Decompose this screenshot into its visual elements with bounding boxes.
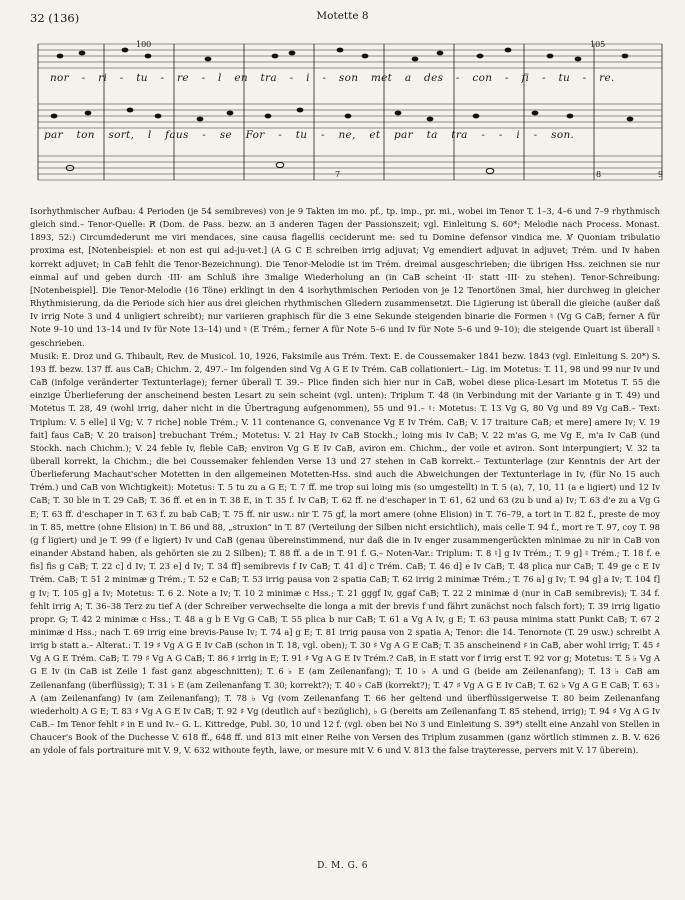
staff-upper (38, 44, 662, 68)
footer-signature: D. M. G. 6 (317, 861, 368, 871)
measure-number-9: 9 (658, 170, 664, 179)
measure-number-105: 105 (590, 40, 606, 49)
lyric-upper: nor - ri - tu - re - l en tra - i - son met a des - con - fi - tu - re. (50, 72, 615, 84)
music-score (30, 34, 670, 184)
staff-lower (38, 156, 662, 180)
measure-number-7: 7 (335, 170, 341, 179)
paragraph-structure: Isorhythmischer Aufbau: 4 Perioden (je 54 semibreves) von je 9 Takten im mo. pf., tp. imp., pr. mi., wobei im Tenor T. 1–3, 4–6 und 7–9 rhythmisch gleich sind.– Tenor-Quelle: R̸ (Dom. de Pass. bezw. an 3 anderen Tagen der Passionszeit; vgl. Einleitung S. 60*; Melodie nach Process. Monast. 1893, 52:) Circumdederunt me viri mendaces, sine causa flagellis ceciderunt me: sed tu Domine defensor vindica me. V̸ Quoniam tribulatio proxima est, [Notenbeispiel: et non est qui ad-ju-vet.] (A G C E schreiben irrig adjuvat; Vg emendiert adjuvat in adjuvet; Trém. und Iv haben korrekt adjuvet; in CaB fehlt die Tenor-Bezeichnung). Die Tenor-Melodie ist im Trém. dreimal ausgeschrieben; die übrigen Hss. zeichnen sie nur einmal auf und geben durch ·III· am Schluß ihre 3malige Wiederholung an (in CaB scheint ·II· statt ·III· zu stehen). Tenor-Schreibung: [Notenbeispiel]. Die Tenor-Melodie (16 Töne) erklingt in den 4 isorhythmischen Perioden von je 12 Tenortönen 3mal, hier durchweg in gleicher Rhythmisierung, da die Periode sich hier aus drei gleichen rhythmischen Gliedern zusammensetzt. Die Ligierung ist überall die gleiche (außer daß Iv irrig Note 3 und 4 unligiert schreibt); nur variieren graphisch für die 3 eine Sekunde steigenden binarie die Formen ♮ (Vg G CaB; ferner A für Note 9–10 und 13–14 und Iv für Note 13–14) und ♮ (E Trém.; ferner A für Note 5–6 und Iv für Note 5–6 und 9–10); die steigende Quart ist überall ♮ geschrieben. (30, 206, 660, 348)
lyric-lower: par ton sort, l faus - se For - tu - ne, et par ta tra - - i - son. (44, 129, 575, 141)
page-number: 32 (136) (30, 11, 80, 25)
page-title: Motette 8 (316, 10, 369, 22)
score-staves (30, 34, 670, 184)
note-heads (51, 48, 634, 174)
paragraph-sources: Musik: E. Droz und G. Thibault, Rev. de Musicol. 10, 1926, Faksimile aus Trém. Text: E. de Coussemaker 1841 bezw. 1843 (vgl. Einleitung S. 20*) S. 193 ff. bezw. 137 ff. aus CaB; Chichm. 2, 497.– Im folgenden sind Vg A G E Iv Trém. CaB collationiert.– Lig. im Motetus: T. 11, 98 und 99 nur Iv und CaB (infolge veränderter Textunterlage); ferner überall T. 39.– Plice finden sich hier nur in CaB, wobei diese plica-Lesart im Motetus T. 55 die einzige Überlieferung der anscheinend besten Lesart zu sein scheint (vgl. unten): Triplum T. 48 (in Verbindung mit der Variante g in T. 49) und Motetus T. 28, 49 (wohl irrig, daher nicht in die Übertragung aufgenommen), 55 und 91.– ♮: Motetus: T. 13 Vg G, 80 Vg und 89 Vg CaB.– Text: Triplum: V. 5 elle] il Vg; V. 7 riche] noble Trém.; V. 11 contenance G, convenance Vg E Iv Trém. CaB; V. 17 traiture CaB; et mere] amere Iv; V. 19 fait] faus CaB; V. 20 traison] trebuchant Trém.; Motetus: V. 21 Hay Iv CaB Stockh.; loing mis Iv CaB; V. 22 m'as G, me Vg E, m'a Iv CaB (und Stockh. nach Chichm.); V. 24 feble Iv, fleble CaB; environ Vg G E Iv CaB, aviron em. Chichm., der voile et aviron. Sont interpungiert; V. 32 ta überall korrekt, la Chichm.; die bei Coussemaker fehlenden Verse 13 und 27 stehen in CaB korrekt.– Textunterlage (zur Kenntnis der Art der Überlieferung Machaut'scher Motetten in den allgemeinen Motetten-Hss. sind auch die Abweichungen der Textunterlage in Iv, (für No 15 auch Trém.) und CaB von Wichtigkeit): Motetus: T. 5 tu zu a G E; T. 7 ff. me trop sui loing mis (so umgestellt) in T. 5 (a), 7, 10, 11 (a e ligiert) und 12 Iv CaB; T. 30 ble in T. 29 CaB; T. 36 ff. et en in T. 38 E, in T. 35 f. Iv CaB; T. 62 ff. ne d'eschaper in T. 61, 62 und 63 (zu b und a) Iv; T. 63 d'e zu a Vg G E; T. 63 ff. d'eschaper in T. 63 f. zu bab CaB; T. 75 ff. nir usw.: nir T. 75 gf, la mort amere (ohne Elision) in T. 76–79, a tort in T. 82 f., preste de moy in T. 85, mettre (ohne Elision) in T. 86 und 88, „struxion“ in T. 87 (Verteilung der Silben nicht ersichtlich), mais celle T. 94 f., mort re T. 97, coy T. 98 (g f ligiert) und je T. 99 (f e ligiert) Iv und CaB (genau übereinstimmend, nur daß die in Iv enger zusammengerückten minimae zu nir in CaB von einander Abstand haben, als gehörten sie zu 2 Silben); T. 88 ff. a de in T. 91 f. G.– Noten-Var.: Triplum: T. 8 ♮] g Iv Trém.; T. 9 g] ♮ Trém.; T. 18 f. e fis] fis g CaB; T. 22 c] d Iv; T. 23 e] d Iv; T. 34 ff] semibrevis f Iv CaB; T. 41 d] c Trém. CaB; T. 46 d] e Iv CaB; T. 48 plica nur CaB; T. 49 ge c E Iv Trém. CaB; T. 51 2 minimæ g Trém.; T. 52 e CaB; T. 53 irrig pausa von 2 spatia CaB; T. 62 irrig 2 minimæ Trém.; T. 76 a] g Iv; T. 94 g] a Iv; T. 104 f] g Iv; T. 105 g] a Iv; Motetus: T. 6 2. Note a Iv; T. 10 2 minimæ c Hss.; T. 21 gggf Iv, ggaf CaB; T. 22 2 minimæ d (nur in CaB semibrevis); T. 34 f. fehlt irrig A; T. 36–38 Terz zu tief A (der Schreiber verwechselte die longa a mit der brevis f und fährt zunächst noch falsch fort); T. 39 irrig ligatio propr. G; T. 42 2 minimæ c Hss.; T. 48 a g b E Vg G CaB; T. 55 plica b nur CaB; T. 61 a Vg A Iv, g E; T. 63 pausa minima statt Punkt CaB; T. 67 2 minimæ d Hss.; nach T. 69 irrig eine brevis-Pause Iv; T. 74 a] g E; T. 81 irrig pausa von 2 spatia A; Tenor: die 14. Tenornote (T. 29 usw.) schreibt A irrig b statt a.– Alterat.: T. 19 ♯ Vg A G E Iv CaB (schon in T. 18, vgl. oben); T. 30 ♯ Vg A G E CaB; T. 35 anscheinend ♯ in CaB, aber wohl irrig; T. 45 ♯ Vg A G E Trém. CaB; T. 79 ♯ Vg A G CaB; T. 86 ♯ irrig in E; T. 91 ♯ Vg A G E Iv Trém.? CaB, in E statt vor f irrig erst T. 92 vor g; Motetus: T. 5 ♭ Vg A G E Iv (in CaB ist Zeile 1 fast ganz abgeschnitten); T. 6 ♭ E (am Zeilenanfang); T. 10 ♭ A und G (beide am Zeilenanfang); T. 13 ♭ CaB am Zeilenanfang (überflüssig); T. 31 ♭ E (am Zeilenanfang T. 30; korrekt?); T. 40 ♭ CaB (korrekt?); T. 47 ♯ Vg A G E Iv CaB; T. 62 ♭ Vg A G E CaB; T. 63 ♭ A (am Zeilenanfang) Iv (am Zeilenanfang); T. 78 ♭ Vg (vom Zeilenanfang T. 66 her geltend und überflüssigerweise T. 80 beim Zeilenanfang wiederholt) A G E; T. 83 ♯ Vg A G E Iv CaB; T. 92 ♯ Vg (deutlich auf ♮ bezüglich), ♭ G (bereits am Zeilenanfang T. 85 stehend, irrig); T. 94 ♯ Vg A G Iv CaB.– Im Tenor fehlt ♯ in E und Iv.– G. L. Kittredge, Publ. 30, 10 und 12 f. (vgl. oben bei No 3 und Einleitung S. 39*) stellt eine Anzahl von Stellen in Chaucer's Book of the Duchesse V. 618 ff., 648 ff. und 813 mit einer Reihe von Versen des Triplum zusammen (ganz wörtlich stimmen z. B. V. 626 an ydole of fals portraiture mit V. 9, V. 632 withoute feyth, lawe, or mesure mit V. 6 und V. 813 the false trayteresse, pervers mit V. 17 überein). (30, 350, 660, 756)
commentary-body (30, 205, 660, 758)
measure-number-8: 8 (596, 170, 602, 179)
measure-number-100: 100 (136, 40, 152, 49)
